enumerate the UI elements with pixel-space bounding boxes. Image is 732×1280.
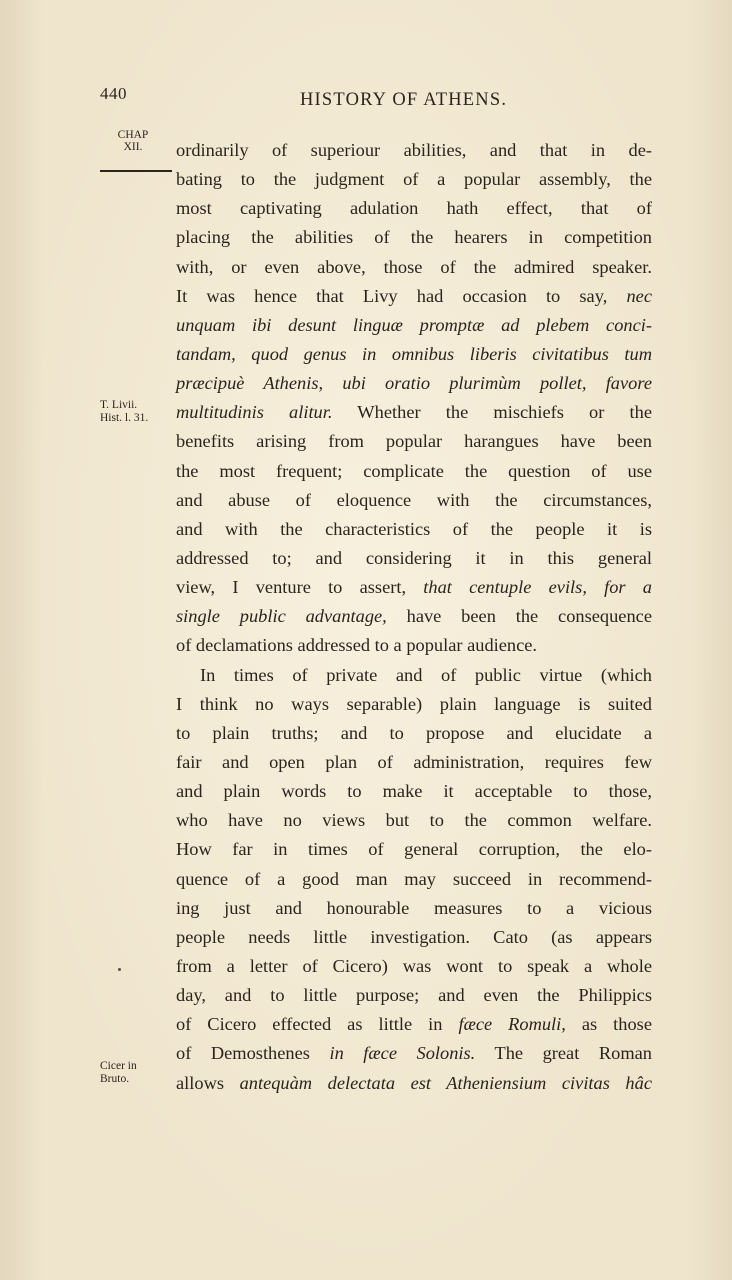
text-line: day, and to little purpose; and even the Philippics: [176, 985, 652, 1006]
text-run: allows: [176, 1072, 240, 1093]
text-line: to plain truths; and to propose and elucidate a: [176, 722, 652, 743]
latin-quote: fæce Romuli,: [458, 1014, 566, 1035]
text-line: most captivating adulation hath effect, that of: [176, 198, 652, 219]
text-run: of Cicero effected as little in: [176, 1014, 459, 1035]
page-number: 440: [100, 84, 127, 103]
text-line: and with the characteristics of the people it is: [176, 518, 652, 539]
margin-note-cicer-line-2: Bruto.: [100, 1072, 130, 1085]
margin-note-cicer: [100, 1060, 137, 1085]
text-line: How far in times of general corruption, the elo-: [176, 839, 652, 860]
margin-note-livii-line-1: T. Livii.: [100, 399, 138, 411]
latin-quote: nec: [626, 285, 652, 306]
text-run: of Demosthenes: [176, 1043, 330, 1064]
latin-quote-line: unquam ibi desunt linguæ promptæ ad plebem conci-: [176, 314, 652, 335]
paragraph-start-line: In times of private and of public virtue (which: [200, 664, 652, 685]
chapter-number: XII.: [123, 141, 143, 153]
emphasis: single public advantage,: [176, 606, 387, 627]
text-line: ordinarily of superiour abilities, and that in de-: [176, 140, 652, 160]
running-head: HISTORY OF ATHENS.: [300, 90, 508, 110]
chapter-rule: [100, 170, 172, 172]
text-line: fair and open plan of administration, requires few: [176, 751, 652, 772]
text-line: people needs little investigation. Cato (as appears: [176, 926, 652, 947]
text-line: ing just and honourable measures to a vicious: [176, 897, 652, 918]
text-line: from a letter of Cicero) was wont to speak a whole: [176, 955, 652, 976]
text-line: [176, 1010, 652, 1039]
margin-note-livii-line-2: Hist. l. 31.: [100, 411, 149, 424]
chapter-label: CHAP: [117, 129, 149, 141]
text-line: placing the abilities of the hearers in competition: [176, 227, 652, 248]
body-text: [176, 136, 652, 1098]
text-line: quence of a good man may succeed in recommend-: [176, 868, 652, 889]
text-line: addressed to; and considering it in this general: [176, 547, 652, 568]
text-line: the most frequent; complicate the question of use: [176, 460, 652, 481]
text-run: Whether the mischiefs or the: [332, 402, 652, 423]
latin-quote-line: tandam, quod genus in omnibus liberis civitatibus tum: [176, 343, 652, 364]
text-line: bating to the judgment of a popular assembly, the: [176, 169, 652, 190]
text-line: with, or even above, those of the admired speaker.: [176, 256, 652, 277]
text-run: view, I venture to assert,: [176, 577, 424, 598]
text-line: of declamations addressed to a popular audience.: [176, 635, 538, 656]
latin-quote-line: præcipuè Athenis, ubi oratio plurimùm pollet, favore: [176, 373, 652, 394]
text-line: benefits arising from popular harangues have been: [176, 431, 652, 452]
text-run: It was hence that Livy had occasion to say,: [176, 285, 627, 306]
text-line: [176, 1039, 652, 1068]
latin-quote: multitudinis alitur.: [176, 402, 333, 423]
text-line: [176, 573, 652, 602]
emphasis: that centuple evils, for a: [423, 577, 653, 598]
margin-note-cicer-line-1: Cicer in: [100, 1060, 137, 1072]
chapter-marker: [108, 129, 158, 153]
text-line: [176, 602, 652, 631]
latin-quote: in fæce Solonis.: [329, 1043, 476, 1064]
text-line: [176, 1069, 652, 1098]
ink-speck: [118, 968, 121, 971]
text-run: as those: [565, 1014, 652, 1035]
text-line: who have no views but to the common welfare.: [176, 810, 652, 831]
text-line: I think no ways separable) plain language is suited: [176, 693, 652, 714]
text-run: The great Roman: [475, 1043, 652, 1064]
text-line: and abuse of eloquence with the circumstances,: [176, 489, 652, 510]
text-run: have been the consequence: [386, 606, 652, 627]
text-line: [176, 282, 652, 311]
text-line: and plain words to make it acceptable to those,: [176, 781, 652, 802]
margin-note-livii: [100, 399, 148, 424]
latin-quote: antequàm delectata est Atheniensium civitas hâc: [239, 1072, 652, 1093]
text-line: [176, 398, 652, 427]
